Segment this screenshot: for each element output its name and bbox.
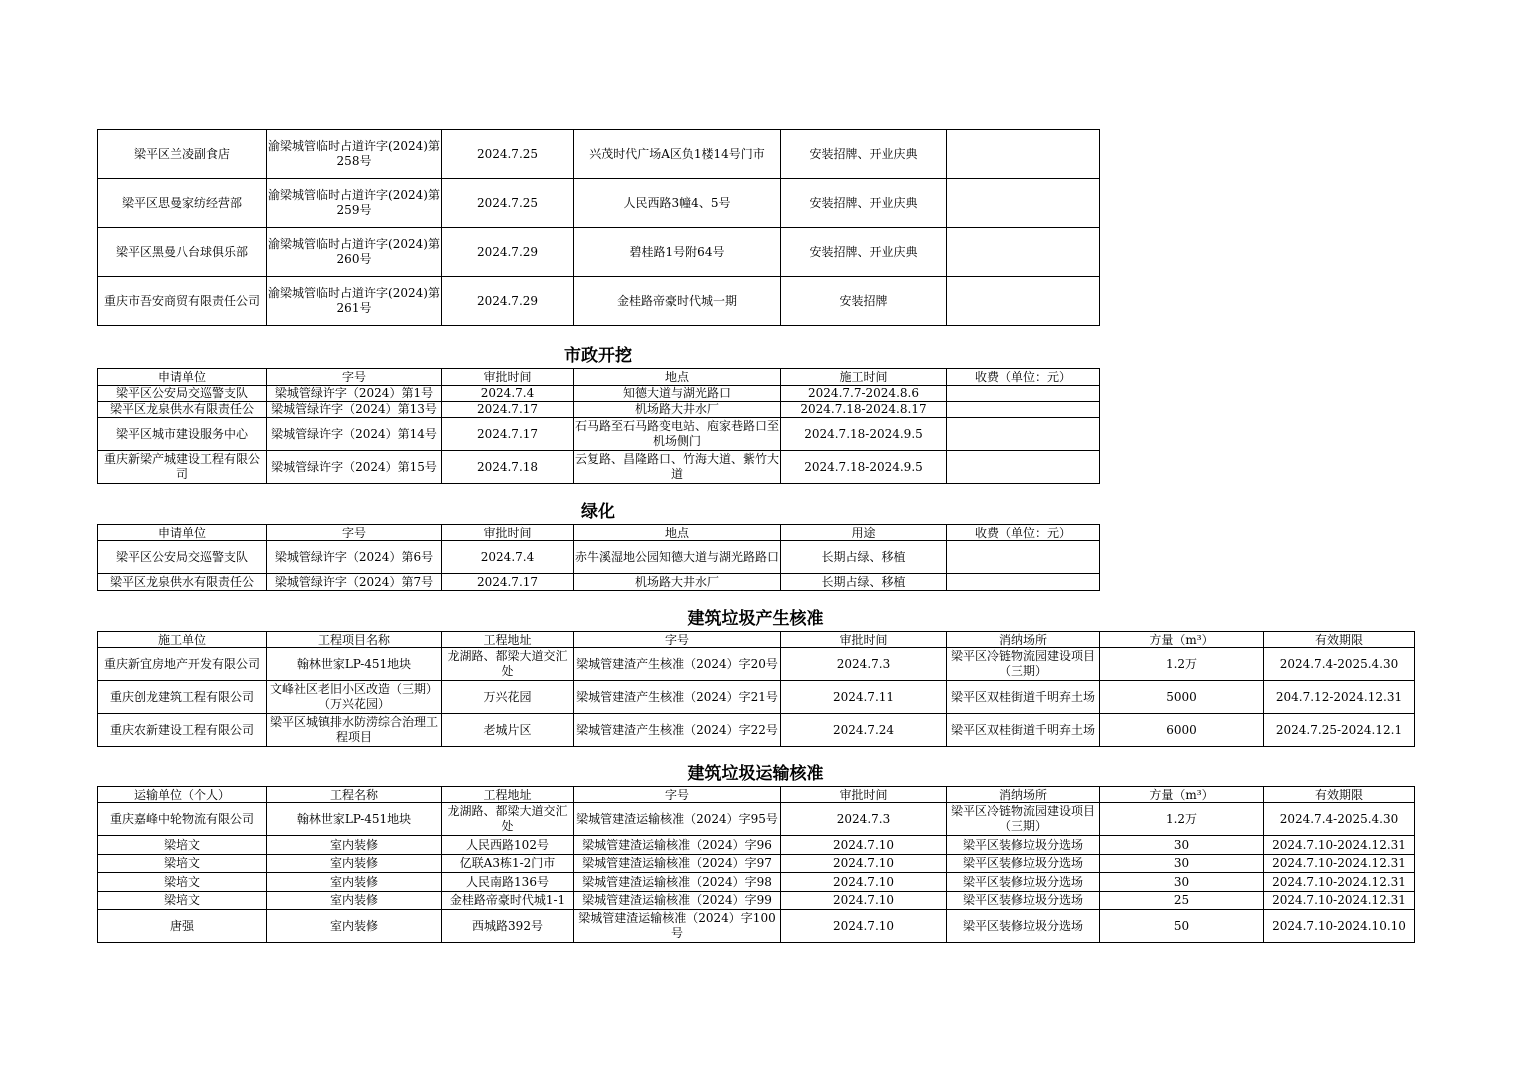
table-cell: 2024.7.10-2024.12.31 (1264, 836, 1415, 855)
table-cell: 2024.7.17 (442, 574, 574, 591)
table-cell: 2024.7.10 (781, 836, 947, 855)
header-row (98, 369, 1100, 386)
column-header: 施工单位 (98, 632, 267, 648)
table-cell: 梁平区冷链物流园建设项目（三期） (947, 648, 1100, 681)
table-cell: 梁城管绿许字（2024）第1号 (267, 386, 442, 402)
table-cell: 2024.7.4-2025.4.30 (1264, 648, 1415, 681)
column-header: 消纳场所 (947, 632, 1100, 648)
table-cell: 30 (1100, 855, 1264, 873)
table-cell: 渝梁城管临时占道许字(2024)第258号 (267, 130, 442, 179)
table-cell: 2024.7.29 (442, 228, 574, 277)
table-row (98, 574, 1100, 591)
table-cell: 2024.7.29 (442, 277, 574, 326)
table-cell: 重庆新宜房地产开发有限公司 (98, 648, 267, 681)
table-cell: 长期占绿、移植 (781, 541, 947, 574)
table-cell: 梁培文 (98, 873, 267, 892)
table-cell: 渝梁城管临时占道许字(2024)第259号 (267, 179, 442, 228)
table-cell: 云复路、昌隆路口、竹海大道、紫竹大道 (574, 451, 781, 484)
column-header: 工程地址 (442, 632, 574, 648)
construction-waste-transport-table (97, 786, 1415, 943)
table-cell: 唐强 (98, 910, 267, 943)
table-cell: 兴茂时代广场A区负1楼14号门市 (574, 130, 781, 179)
table-cell: 2024.7.4 (442, 386, 574, 402)
column-header: 审批时间 (781, 787, 947, 803)
municipal-excavation-table (97, 368, 1100, 484)
table-row (98, 681, 1415, 714)
table-row (98, 228, 1100, 277)
table-cell (947, 179, 1100, 228)
table-cell: 2024.7.25-2024.12.1 (1264, 714, 1415, 747)
table-cell: 2024.7.10 (781, 855, 947, 873)
greening-header (98, 525, 1100, 541)
greening-body (98, 541, 1100, 591)
column-header: 申请单位 (98, 525, 267, 541)
table-cell: 梁城管建渣运输核准（2024）字95号 (574, 803, 781, 836)
table-cell: 梁城管建渣产生核准（2024）字20号 (574, 648, 781, 681)
table-cell: 梁城管绿许字（2024）第13号 (267, 402, 442, 418)
table-cell: 梁平区思曼家纺经营部 (98, 179, 267, 228)
column-header: 有效期限 (1264, 787, 1415, 803)
table-cell: 赤牛溪湿地公园知德大道与湖光路路口 (574, 541, 781, 574)
table-cell: 30 (1100, 873, 1264, 892)
table-cell: 2024.7.18-2024.8.17 (781, 402, 947, 418)
table-row (98, 803, 1415, 836)
table-cell: 梁平区装修垃圾分选场 (947, 836, 1100, 855)
column-header: 消纳场所 (947, 787, 1100, 803)
table-cell: 梁城管建渣产生核准（2024）字22号 (574, 714, 781, 747)
table-cell: 梁城管绿许字（2024）第14号 (267, 418, 442, 451)
table-cell (947, 228, 1100, 277)
table-cell: 2024.7.3 (781, 803, 947, 836)
table-cell: 25 (1100, 892, 1264, 910)
table-cell: 梁城管建渣运输核准（2024）字99 (574, 892, 781, 910)
table-cell: 2024.7.18-2024.9.5 (781, 451, 947, 484)
column-header: 用途 (781, 525, 947, 541)
construction-waste-transport-title: 建筑垃圾运输核准 (687, 764, 824, 784)
table-cell: 安装招牌、开业庆典 (781, 179, 947, 228)
table-cell: 梁培文 (98, 855, 267, 873)
column-header: 方量（m³） (1100, 632, 1264, 648)
table-cell: 梁城管建渣运输核准（2024）字98 (574, 873, 781, 892)
construction-waste-generation-header (98, 632, 1415, 648)
table-cell: 渝梁城管临时占道许字(2024)第261号 (267, 277, 442, 326)
table-row (98, 855, 1415, 873)
table-cell: 重庆嘉峰中轮物流有限公司 (98, 803, 267, 836)
table-cell: 室内装修 (267, 892, 442, 910)
table-row (98, 418, 1100, 451)
table-cell: 梁平区装修垃圾分选场 (947, 910, 1100, 943)
table-row (98, 541, 1100, 574)
table-cell: 梁平区黑曼八台球俱乐部 (98, 228, 267, 277)
table-cell: 2024.7.25 (442, 179, 574, 228)
table-cell: 204.7.12-2024.12.31 (1264, 681, 1415, 714)
table-cell: 2024.7.4-2025.4.30 (1264, 803, 1415, 836)
table-cell: 石马路至石马路变电站、庖家巷路口至机场侧门 (574, 418, 781, 451)
table-cell (947, 451, 1100, 484)
table-cell: 渝梁城管临时占道许字(2024)第260号 (267, 228, 442, 277)
column-header: 施工时间 (781, 369, 947, 386)
table-cell: 人民西路102号 (442, 836, 574, 855)
table-cell: 2024.7.24 (781, 714, 947, 747)
table-cell (947, 386, 1100, 402)
table-row (98, 130, 1100, 179)
table-cell (947, 541, 1100, 574)
column-header: 字号 (267, 369, 442, 386)
table-cell: 金桂路帝豪时代城1-1 (442, 892, 574, 910)
table-cell: 梁平区公安局交巡警支队 (98, 386, 267, 402)
column-header: 字号 (574, 632, 781, 648)
construction-waste-generation-table (97, 631, 1415, 747)
table-cell: 2024.7.10 (781, 873, 947, 892)
table-cell: 人民南路136号 (442, 873, 574, 892)
column-header: 地点 (574, 369, 781, 386)
column-header: 地点 (574, 525, 781, 541)
table-cell: 翰林世家LP-451地块 (267, 648, 442, 681)
table-cell (947, 418, 1100, 451)
road-occupancy-body (98, 130, 1100, 326)
table-cell: 梁培文 (98, 836, 267, 855)
table-cell: 梁城管建渣产生核准（2024）字21号 (574, 681, 781, 714)
column-header: 审批时间 (442, 369, 574, 386)
table-cell (947, 277, 1100, 326)
table-cell: 2024.7.10-2024.12.31 (1264, 892, 1415, 910)
table-cell: 梁平区双桂街道千明弃土场 (947, 681, 1100, 714)
table-row (98, 386, 1100, 402)
construction-waste-transport-body (98, 803, 1415, 943)
table-cell (947, 574, 1100, 591)
table-cell: 碧桂路1号附64号 (574, 228, 781, 277)
table-cell: 梁平区公安局交巡警支队 (98, 541, 267, 574)
table-cell: 文峰社区老旧小区改造（三期）（万兴花园） (267, 681, 442, 714)
table-cell: 梁平区装修垃圾分选场 (947, 855, 1100, 873)
column-header: 有效期限 (1264, 632, 1415, 648)
table-cell: 5000 (1100, 681, 1264, 714)
greening-title: 绿化 (581, 502, 615, 522)
table-cell: 梁城管绿许字（2024）第15号 (267, 451, 442, 484)
table-cell: 1.2万 (1100, 648, 1264, 681)
table-cell: 梁城管绿许字（2024）第7号 (267, 574, 442, 591)
table-cell: 梁平区城镇排水防涝综合治理工程项目 (267, 714, 442, 747)
table-row (98, 836, 1415, 855)
table-cell: 重庆市吾安商贸有限责任公司 (98, 277, 267, 326)
column-header: 工程名称 (267, 787, 442, 803)
table-cell: 西城路392号 (442, 910, 574, 943)
table-cell: 梁平区装修垃圾分选场 (947, 892, 1100, 910)
table-cell: 万兴花园 (442, 681, 574, 714)
table-cell: 安装招牌、开业庆典 (781, 228, 947, 277)
table-cell: 知德大道与湖光路口 (574, 386, 781, 402)
table-cell: 室内装修 (267, 910, 442, 943)
table-cell: 6000 (1100, 714, 1264, 747)
table-row (98, 648, 1415, 681)
table-cell: 安装招牌 (781, 277, 947, 326)
column-header: 字号 (574, 787, 781, 803)
table-cell: 2024.7.18-2024.9.5 (781, 418, 947, 451)
table-cell: 室内装修 (267, 855, 442, 873)
table-cell: 2024.7.10 (781, 892, 947, 910)
table-cell: 梁培文 (98, 892, 267, 910)
construction-waste-generation-body (98, 648, 1415, 747)
column-header: 工程项目名称 (267, 632, 442, 648)
table-cell: 2024.7.10-2024.10.10 (1264, 910, 1415, 943)
table-cell: 1.2万 (1100, 803, 1264, 836)
table-cell: 2024.7.10-2024.12.31 (1264, 873, 1415, 892)
table-cell: 梁城管建渣运输核准（2024）字96 (574, 836, 781, 855)
column-header: 申请单位 (98, 369, 267, 386)
table-cell: 人民西路3幢4、5号 (574, 179, 781, 228)
header-row (98, 525, 1100, 541)
table-row (98, 873, 1415, 892)
table-cell: 梁城管建渣运输核准（2024）字97 (574, 855, 781, 873)
table-cell: 2024.7.3 (781, 648, 947, 681)
table-row (98, 179, 1100, 228)
table-cell: 梁平区冷链物流园建设项目（三期） (947, 803, 1100, 836)
table-cell (947, 130, 1100, 179)
table-cell: 梁平区装修垃圾分选场 (947, 873, 1100, 892)
table-cell: 梁平区兰凌副食店 (98, 130, 267, 179)
column-header: 工程地址 (442, 787, 574, 803)
table-cell: 梁平区城市建设服务中心 (98, 418, 267, 451)
table-row (98, 277, 1100, 326)
table-cell: 室内装修 (267, 836, 442, 855)
municipal-excavation-header (98, 369, 1100, 386)
table-row (98, 402, 1100, 418)
table-cell: 老城片区 (442, 714, 574, 747)
column-header: 字号 (267, 525, 442, 541)
column-header: 审批时间 (442, 525, 574, 541)
greening-table (97, 524, 1100, 591)
table-cell: 龙湖路、都梁大道交汇处 (442, 803, 574, 836)
table-cell: 机场路大井水厂 (574, 402, 781, 418)
table-cell: 50 (1100, 910, 1264, 943)
table-cell: 金桂路帝豪时代城一期 (574, 277, 781, 326)
table-row (98, 892, 1415, 910)
table-cell: 2024.7.18 (442, 451, 574, 484)
table-cell: 2024.7.17 (442, 402, 574, 418)
table-cell: 梁平区龙泉供水有限责任公 (98, 402, 267, 418)
table-cell: 2024.7.17 (442, 418, 574, 451)
municipal-excavation-title: 市政开挖 (564, 346, 632, 366)
table-cell: 安装招牌、开业庆典 (781, 130, 947, 179)
table-cell: 室内装修 (267, 873, 442, 892)
table-cell: 重庆农新建设工程有限公司 (98, 714, 267, 747)
table-cell: 梁平区双桂街道千明弃土场 (947, 714, 1100, 747)
table-cell: 梁城管建渣运输核准（2024）字100号 (574, 910, 781, 943)
construction-waste-generation-title: 建筑垃圾产生核准 (687, 609, 824, 629)
table-cell: 翰林世家LP-451地块 (267, 803, 442, 836)
table-cell: 梁城管绿许字（2024）第6号 (267, 541, 442, 574)
header-row (98, 787, 1415, 803)
table-cell: 30 (1100, 836, 1264, 855)
column-header: 收费（单位：元） (947, 369, 1100, 386)
table-cell: 梁平区龙泉供水有限责任公 (98, 574, 267, 591)
table-cell: 龙湖路、都梁大道交汇处 (442, 648, 574, 681)
table-row (98, 714, 1415, 747)
table-cell: 2024.7.10 (781, 910, 947, 943)
table-cell: 2024.7.4 (442, 541, 574, 574)
table-row (98, 910, 1415, 943)
table-row (98, 451, 1100, 484)
road-occupancy-table (97, 129, 1100, 326)
municipal-excavation-body (98, 386, 1100, 484)
table-cell: 重庆新梁产城建设工程有限公司 (98, 451, 267, 484)
column-header: 审批时间 (781, 632, 947, 648)
table-cell: 长期占绿、移植 (781, 574, 947, 591)
table-cell: 2024.7.7-2024.8.6 (781, 386, 947, 402)
table-cell: 重庆创龙建筑工程有限公司 (98, 681, 267, 714)
table-cell: 机场路大井水厂 (574, 574, 781, 591)
table-cell: 2024.7.11 (781, 681, 947, 714)
table-cell: 2024.7.25 (442, 130, 574, 179)
construction-waste-transport-header (98, 787, 1415, 803)
column-header: 方量（m³） (1100, 787, 1264, 803)
column-header: 运输单位（个人） (98, 787, 267, 803)
header-row (98, 632, 1415, 648)
table-cell: 亿联A3栋1-2门市 (442, 855, 574, 873)
table-cell: 2024.7.10-2024.12.31 (1264, 855, 1415, 873)
column-header: 收费（单位：元） (947, 525, 1100, 541)
table-cell (947, 402, 1100, 418)
